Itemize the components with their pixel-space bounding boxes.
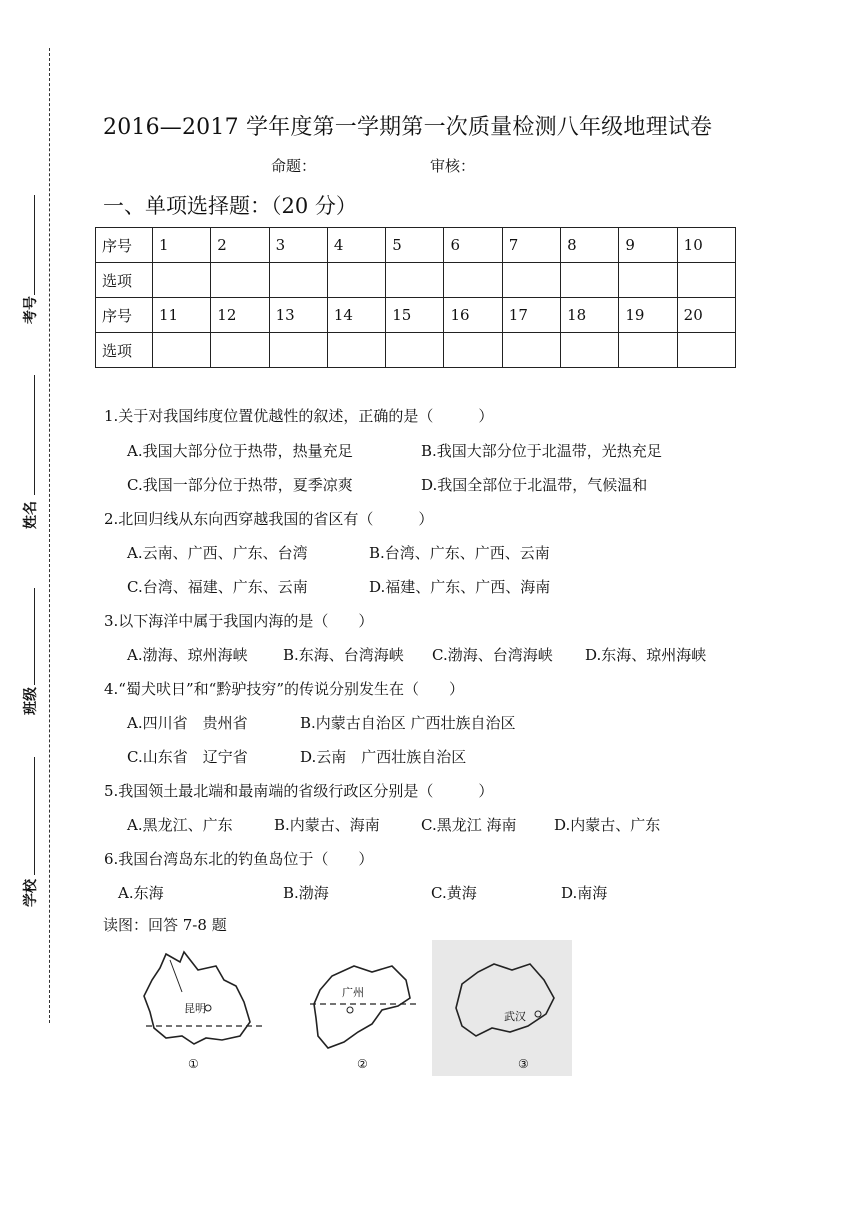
answer-cell[interactable]: [561, 263, 619, 298]
exam-number-field: [14, 195, 44, 325]
answer-cell[interactable]: [153, 333, 211, 368]
question-number-cell: 4: [327, 228, 385, 263]
question-number-cell: 2: [211, 228, 269, 263]
section-heading: 一、单项选择题：（20 分）: [103, 194, 357, 218]
exam-number-underline: [34, 195, 35, 295]
table-row: [96, 263, 736, 298]
school-label: 学校: [23, 879, 39, 907]
row-label-number: 序号: [96, 228, 153, 263]
map-2-city-dot: [347, 1007, 353, 1013]
question-number-cell: 18: [561, 298, 619, 333]
question-number-cell: 7: [502, 228, 560, 263]
exam-title: 2016—2017 学年度第一学期第一次质量检测八年级地理试卷: [103, 115, 713, 140]
question-2-option-a: A.云南、广西、广东、台湾: [127, 544, 308, 562]
row-label-choice: 选项: [96, 263, 153, 298]
question-6-option-c: C.黄海: [431, 884, 477, 902]
read-map-instruction: 读图：回答 7-8 题: [103, 916, 227, 934]
class-label: 班级: [23, 687, 39, 715]
question-3-option-b: B.东海、台湾海峡: [283, 646, 404, 664]
table-row: [96, 333, 736, 368]
map-1-river: [170, 960, 182, 992]
answer-cell[interactable]: [502, 333, 560, 368]
question-6-option-a: A.东海: [118, 884, 164, 902]
map-2-number: ②: [357, 1057, 368, 1071]
question-number-cell: 10: [677, 228, 735, 263]
question-5-stem: 5.我国领土最北端和最南端的省级行政区分别是（ ）: [104, 782, 494, 800]
name-label: 姓名: [23, 501, 39, 529]
exam-number-label: 考号: [23, 296, 39, 324]
answer-cell[interactable]: [677, 263, 735, 298]
reviewer-label: 审核：: [430, 157, 476, 175]
question-number-cell: 19: [619, 298, 677, 333]
question-number-cell: 13: [269, 298, 327, 333]
question-3-option-c: C.渤海、台湾海峡: [432, 646, 553, 664]
table-row: [96, 228, 736, 263]
question-2-option-c: C.台湾、福建、广东、云南: [127, 578, 308, 596]
question-2-stem: 2.北回归线从东向西穿越我国的省区有（ ）: [104, 510, 434, 528]
answer-cell[interactable]: [327, 263, 385, 298]
proposer-label: 命题：: [271, 157, 317, 175]
map-2-guangdong: [310, 966, 416, 1071]
question-2-option-b: B.台湾、广东、广西、云南: [369, 544, 550, 562]
question-3-option-d: D.东海、琼州海峡: [585, 646, 707, 664]
question-5-option-c: C.黑龙江 海南: [421, 816, 517, 834]
question-4-option-c: C.山东省 辽宁省: [127, 748, 248, 766]
question-number-cell: 6: [444, 228, 502, 263]
question-1-stem: 1.关于对我国纬度位置优越性的叙述，正确的是（ ）: [104, 407, 494, 425]
question-5-option-b: B.内蒙古、海南: [274, 816, 380, 834]
answer-cell[interactable]: [211, 263, 269, 298]
answer-cell[interactable]: [677, 333, 735, 368]
scan-background-patch: [432, 940, 572, 1076]
question-4-option-b: B.内蒙古自治区 广西壮族自治区: [300, 714, 516, 732]
question-number-cell: 16: [444, 298, 502, 333]
map-1-yunnan: [144, 952, 264, 1071]
question-1-option-c: C.我国一部分位于热带，夏季凉爽: [127, 476, 353, 494]
question-4-option-a: A.四川省 贵州省: [127, 714, 248, 732]
question-5-option-d: D.内蒙古、广东: [554, 816, 661, 834]
question-6-stem: 6.我国台湾岛东北的钓鱼岛位于（ ）: [104, 850, 374, 868]
answer-cell[interactable]: [153, 263, 211, 298]
question-number-cell: 5: [386, 228, 444, 263]
map-1-outline: [144, 952, 250, 1044]
answer-cell[interactable]: [386, 333, 444, 368]
question-6-option-d: D.南海: [561, 884, 608, 902]
question-2-option-d: D.福建、广东、广西、海南: [369, 578, 551, 596]
question-number-cell: 17: [502, 298, 560, 333]
question-5-option-a: A.黑龙江、广东: [127, 816, 233, 834]
binding-dashed-line: [49, 48, 50, 1023]
answer-table: [95, 227, 736, 368]
question-number-cell: 11: [153, 298, 211, 333]
answer-cell[interactable]: [269, 263, 327, 298]
school-field: [14, 757, 44, 907]
answer-cell[interactable]: [502, 263, 560, 298]
map-1-city-label: 昆明: [184, 1002, 206, 1015]
row-label-choice: 选项: [96, 333, 153, 368]
question-number-cell: 12: [211, 298, 269, 333]
question-1-option-d: D.我国全部位于北温带，气候温和: [421, 476, 648, 494]
question-1-option-b: B.我国大部分位于北温带，光热充足: [421, 442, 662, 460]
question-number-cell: 1: [153, 228, 211, 263]
name-field: [14, 375, 44, 529]
question-number-cell: 9: [619, 228, 677, 263]
answer-cell[interactable]: [444, 263, 502, 298]
answer-cell[interactable]: [327, 333, 385, 368]
question-6-option-b: B.渤海: [283, 884, 329, 902]
class-underline: [34, 588, 35, 685]
answer-cell[interactable]: [444, 333, 502, 368]
map-3-number: ③: [518, 1057, 529, 1071]
answer-cell[interactable]: [269, 333, 327, 368]
question-number-cell: 3: [269, 228, 327, 263]
question-4-stem: 4.“蜀犬吠日”和“黔驴技穷”的传说分别发生在（ ）: [104, 680, 464, 698]
question-3-option-a: A.渤海、琼州海峡: [127, 646, 248, 664]
question-number-cell: 14: [327, 298, 385, 333]
table-row: [96, 298, 736, 333]
question-number-cell: 20: [677, 298, 735, 333]
name-underline: [34, 375, 35, 495]
answer-cell[interactable]: [619, 263, 677, 298]
question-number-cell: 8: [561, 228, 619, 263]
question-1-option-a: A.我国大部分位于热带，热量充足: [127, 442, 353, 460]
map-2-city-label: 广州: [342, 986, 364, 999]
answer-cell[interactable]: [561, 333, 619, 368]
row-label-number: 序号: [96, 298, 153, 333]
map-1-number: ①: [188, 1057, 199, 1071]
question-number-cell: 15: [386, 298, 444, 333]
province-maps-figure: [132, 940, 572, 1076]
answer-cell[interactable]: [619, 333, 677, 368]
map-2-outline: [314, 966, 410, 1048]
map-3-city-label: 武汉: [504, 1010, 526, 1023]
answer-cell[interactable]: [386, 263, 444, 298]
answer-cell[interactable]: [211, 333, 269, 368]
class-field: [14, 588, 44, 718]
question-3-stem: 3.以下海洋中属于我国内海的是（ ）: [104, 612, 374, 630]
school-underline: [34, 757, 35, 875]
question-4-option-d: D.云南 广西壮族自治区: [300, 748, 467, 766]
